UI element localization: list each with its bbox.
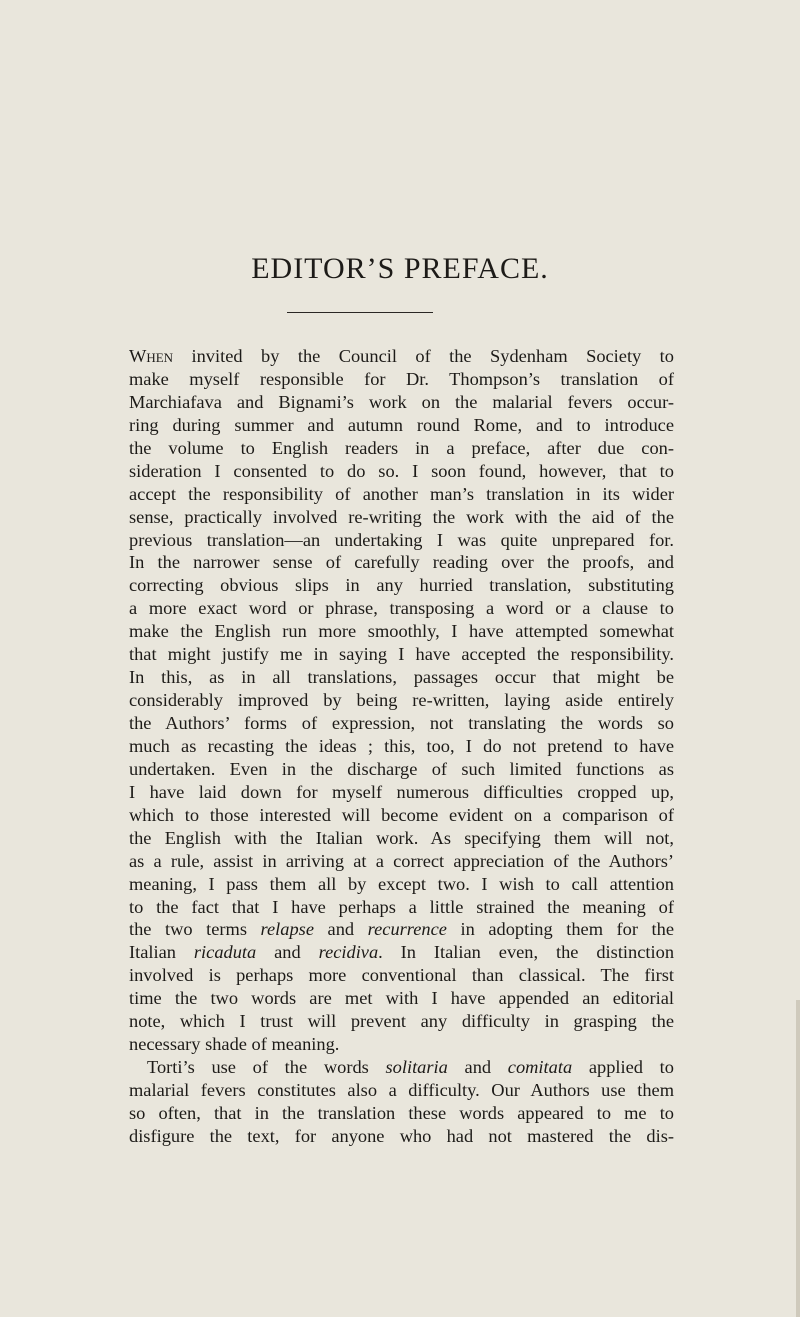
text-line: sideration I consented to do so. I soon found, however, that to	[129, 460, 674, 481]
text-line: make myself responsible for Dr. Thompson’s translation of	[129, 368, 674, 389]
italic-term: relapse	[260, 919, 314, 940]
italic-term: recurrence	[367, 919, 447, 940]
text-line: sense, practically involved re-writing the work with the aid of the	[129, 506, 674, 527]
text-line: necessary shade of meaning.	[129, 1034, 340, 1055]
text-line: Marchiafava and Bignami’s work on the malarial fevers occur-	[129, 391, 674, 412]
italic-term: ricaduta	[193, 942, 257, 963]
text-line: that might justify me in saying I have accepted the responsibility.	[129, 644, 674, 665]
preface-body	[129, 345, 674, 1148]
text-line: malarial fevers constitutes also a difficulty. Our Authors use them	[129, 1080, 674, 1100]
text-line: disfigure the text, for anyone who had not mastered the dis-	[129, 1125, 674, 1146]
text-line: the English with the Italian work. As specifying them will not,	[129, 827, 674, 848]
text-line: correcting obvious slips in any hurried translation, substituting	[129, 575, 674, 596]
title-rule	[287, 312, 433, 313]
text-line: considerably improved by being re-written, laying aside entirely	[129, 690, 674, 711]
text-line: which to those interested will become evident on a comparison of	[129, 804, 674, 825]
preface-title: EDITOR’S PREFACE.	[251, 252, 549, 285]
text-line: ring during summer and autumn round Rome, and to introduce	[129, 414, 674, 435]
text-line: accept the responsibility of another man’s translation in its wider	[129, 483, 674, 504]
text-line: previous translation—an undertaking I was quite unprepared for.	[129, 529, 674, 550]
text-line: so often, that in the translation these words appeared to me to	[129, 1102, 674, 1123]
text-line: undertaken. Even in the discharge of such limited functions as	[129, 758, 674, 779]
page-edge	[796, 1000, 800, 1317]
italic-term: comitata	[507, 1057, 573, 1078]
text-line: meaning, I pass them all by except two. I wish to call attention	[129, 873, 674, 894]
text-line: I have laid down for myself numerous difficulties cropped up,	[129, 781, 674, 802]
italic-term: recidiva	[318, 942, 379, 963]
text-line: When invited by the Council of the Sydenham Society to	[129, 346, 674, 366]
text-line: involved is perhaps more conventional than classical. The first	[129, 965, 674, 986]
text-line: much as recasting the ideas ; this, too, I do not pretend to have	[129, 735, 674, 756]
text-line: note, which I trust will prevent any difficulty in grasping the	[129, 1011, 674, 1032]
text-line: In this, as in all translations, passages occur that might be	[129, 667, 674, 688]
italic-term: solitaria	[385, 1057, 448, 1078]
lead-word: When	[129, 346, 174, 366]
text-line: to the fact that I have perhaps a little strained the meaning of	[129, 896, 674, 917]
text-line: the two terms relapse and recurrence in adopting them for the	[129, 919, 674, 940]
text-line: In the narrower sense of carefully reading over the proofs, and	[129, 552, 674, 573]
text-line: Torti’s use of the words solitaria and comitata applied to	[147, 1057, 674, 1078]
text-line: make the English run more smoothly, I have attempted somewhat	[129, 621, 674, 642]
text-line: a more exact word or phrase, transposing a word or a clause to	[129, 598, 674, 619]
text-line: time the two words are met with I have appended an editorial	[129, 988, 674, 1009]
text-line: Italian ricaduta and recidiva. In Italian even, the distinction	[129, 942, 675, 963]
text-line: the volume to English readers in a preface, after due con-	[129, 437, 674, 458]
text-line: as a rule, assist in arriving at a correct appreciation of the Authors’	[129, 850, 674, 871]
text-line: the Authors’ forms of expression, not translating the words so	[129, 713, 674, 733]
